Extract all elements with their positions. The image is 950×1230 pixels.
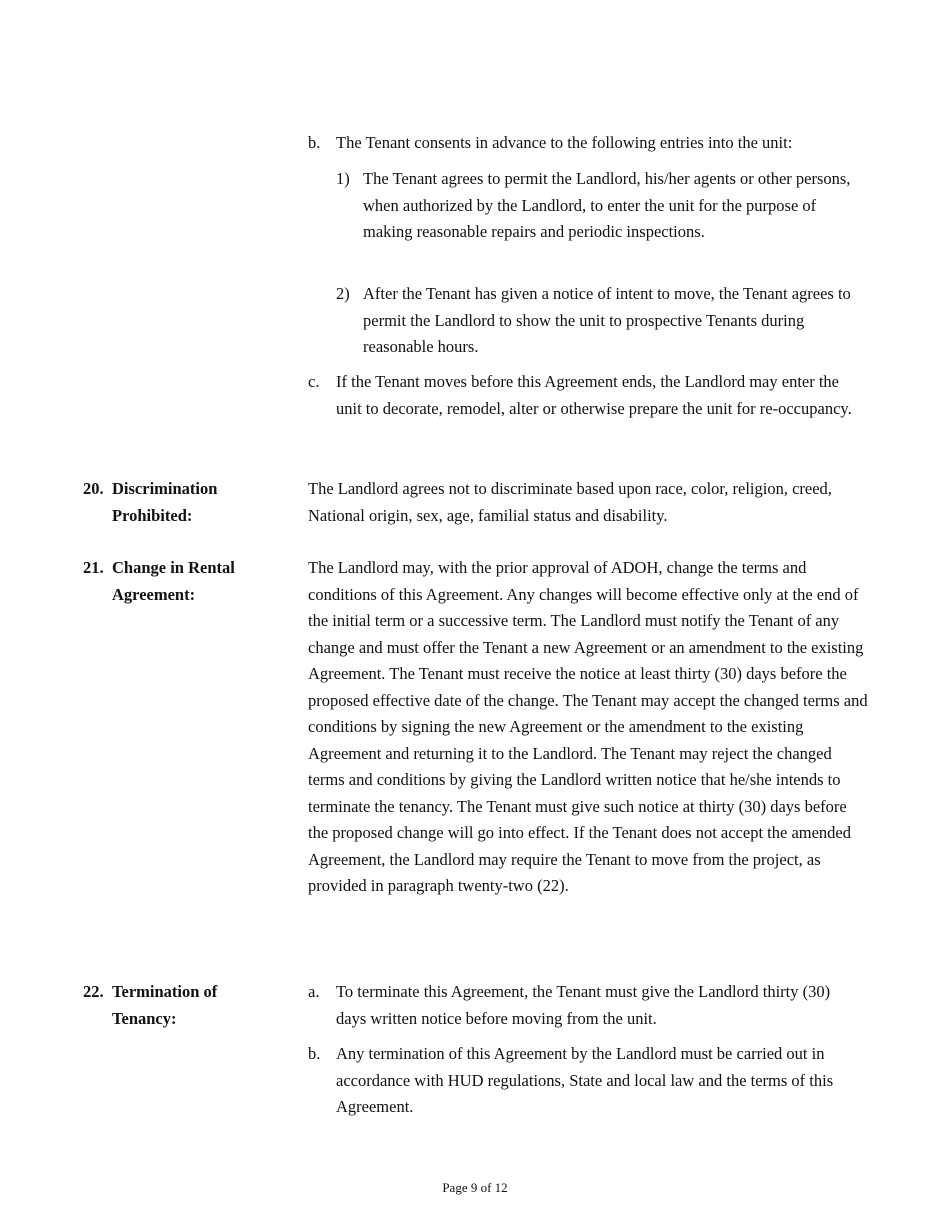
list-item-22b	[308, 1041, 868, 1121]
list-item-text: To terminate this Agreement, the Tenant must give the Landlord thirty (30) days written notice before moving from the unit.	[336, 982, 831, 1028]
section-number: 22.	[83, 982, 104, 1001]
section-body: The Landlord may, with the prior approval of ADOH, change the terms and conditions of this Agreement. Any changes will become effective only at the end of the initial term or a successive term. The Landlord must notify the Tenant of any change and must offer the Tenant a new Agreement or an amendment to the existing Agreement. The Tenant must receive the notice at least thirty (30) days before the proposed effective date of the change. The Tenant may accept the changed terms and conditions by signing the new Agreement or the amendment to the existing Agreement and returning it to the Landlord. The Tenant may reject the changed terms and conditions by giving the Landlord written notice that he/she intends to terminate the tenancy. The Tenant must give such notice at thirty (30) days before the proposed change will go into effect. If the Tenant does not accept the amended Agreement, the Landlord may require the Tenant to move from the project, as provided in paragraph twenty-two (22).	[308, 558, 868, 895]
section-title: Termination of Tenancy:	[112, 982, 218, 1028]
list-marker: 1)	[336, 169, 350, 188]
list-item-19c	[308, 369, 868, 422]
list-item-22a	[308, 979, 838, 1032]
section-body: The Landlord agrees not to discriminate based upon race, color, religion, creed, National origin, sex, age, familial status and disability.	[308, 479, 832, 525]
list-item-19b	[308, 130, 868, 157]
list-marker: c.	[308, 372, 320, 391]
list-item-19b-1	[336, 166, 863, 246]
list-item-text: After the Tenant has given a notice of intent to move, the Tenant agrees to permit the Landlord to show the unit to prospective Tenants during reasonable hours.	[363, 284, 851, 356]
section-number: 21.	[83, 558, 104, 577]
list-marker: b.	[308, 133, 321, 152]
list-item-text: If the Tenant moves before this Agreement ends, the Landlord may enter the unit to decorate, remodel, alter or otherwise prepare the unit for re-occupancy.	[336, 372, 852, 418]
section-number: 20.	[83, 479, 104, 498]
list-item-text: The Tenant consents in advance to the following entries into the unit:	[336, 133, 793, 152]
list-marker: a.	[308, 982, 320, 1001]
section-title: Discrimination Prohibited:	[112, 479, 218, 525]
list-item-text: Any termination of this Agreement by the Landlord must be carried out in accordance with HUD regulations, State and local law and the terms of this Agreement.	[336, 1044, 834, 1116]
list-marker: b.	[308, 1044, 321, 1063]
list-marker: 2)	[336, 284, 350, 303]
list-item-19b-2	[336, 281, 863, 361]
list-item-text: The Tenant agrees to permit the Landlord, his/her agents or other persons, when authorized by the Landlord, to enter the unit for the purpose of making reasonable repairs and periodic inspections.	[363, 169, 851, 241]
page-number: Page 9 of 12	[442, 1180, 508, 1195]
section-title: Change in Rental Agreement:	[112, 558, 235, 604]
